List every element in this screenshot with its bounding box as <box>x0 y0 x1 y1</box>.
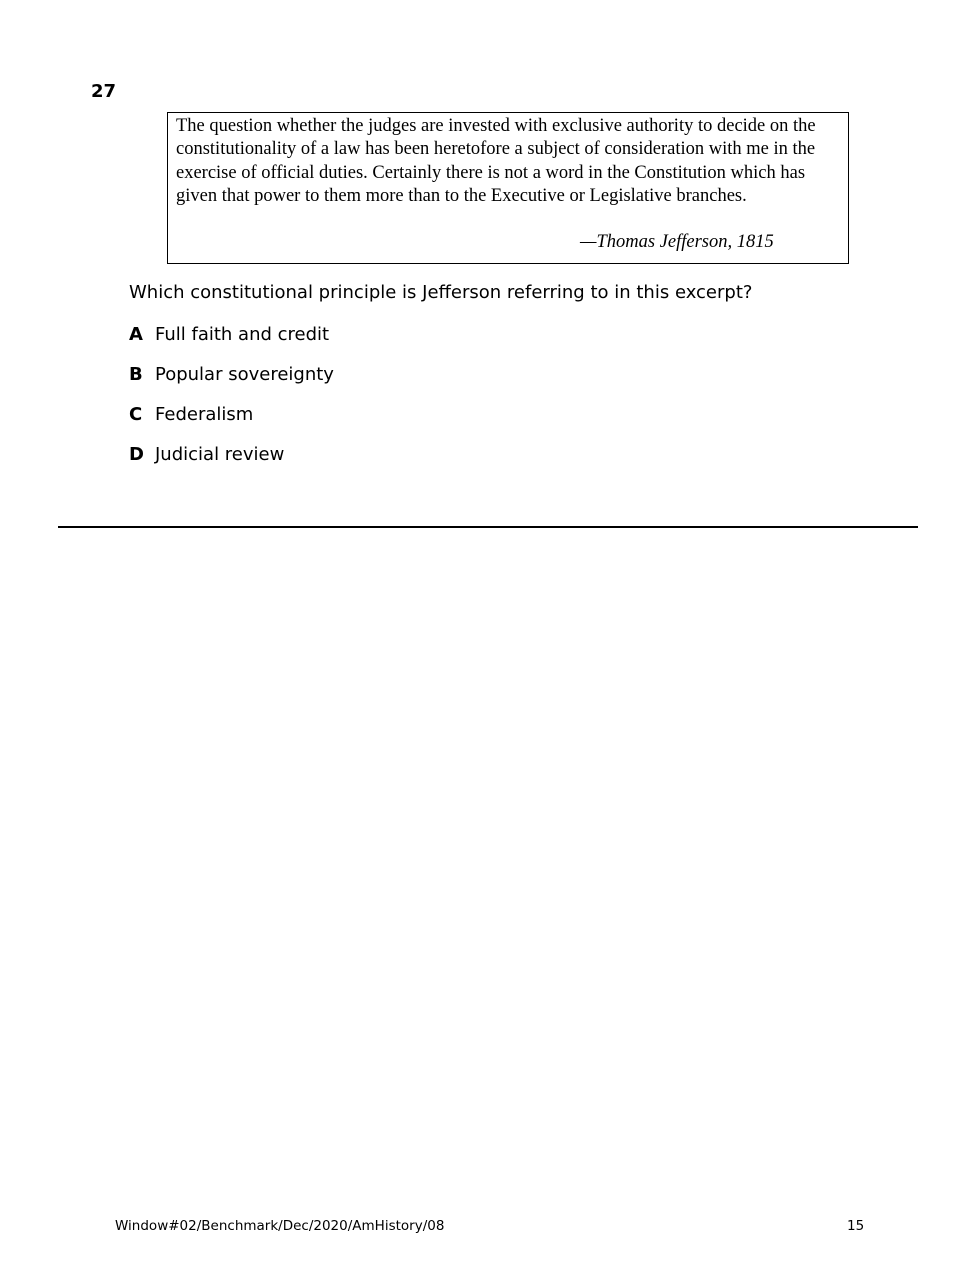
answer-choice-b[interactable] <box>129 363 334 387</box>
choice-letter: C <box>129 404 143 425</box>
footer-document-id: Window#02/Benchmark/Dec/2020/AmHistory/08 <box>115 1218 445 1234</box>
answer-choice-a[interactable] <box>129 323 329 347</box>
excerpt-attribution: —Thomas Jefferson, 1815 <box>580 232 774 252</box>
choice-letter: A <box>129 324 143 345</box>
choice-text: Judicial review <box>155 444 285 465</box>
choice-text: Full faith and credit <box>155 324 330 345</box>
question-stem: Which constitutional principle is Jefferson referring to in this excerpt? <box>129 282 753 303</box>
question-number: 27 <box>91 81 117 102</box>
choice-letter: B <box>129 364 143 385</box>
excerpt-text: The question whether the judges are invested with exclusive authority to decide on the constitutionality of a law has been heretofore a subject of consideration with me in the exercise of official duties. Certainly there is not a word in the Constitution which has given that power to them more than to the Executive or Legislative branches. <box>176 116 816 206</box>
answer-choice-d[interactable] <box>129 443 284 467</box>
choice-letter: D <box>129 444 144 465</box>
section-divider <box>58 526 918 528</box>
excerpt-box <box>167 112 849 264</box>
answer-choice-c[interactable] <box>129 403 253 427</box>
choice-text: Popular sovereignty <box>155 364 334 385</box>
choice-text: Federalism <box>155 404 254 425</box>
footer-page-number: 15 <box>847 1218 865 1234</box>
